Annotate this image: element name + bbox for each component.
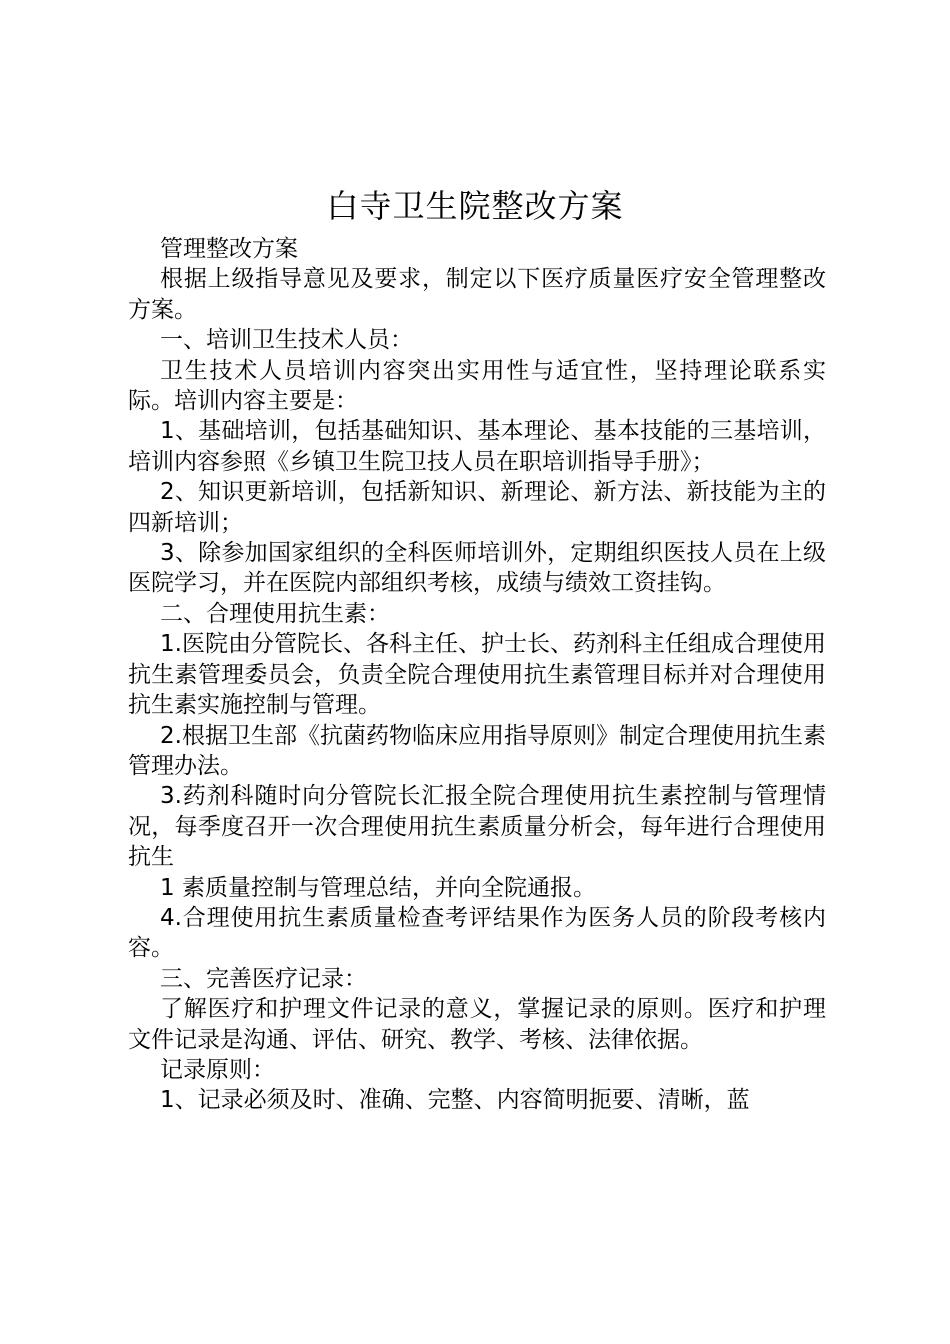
training-overview-paragraph: 卫生技术人员培训内容突出实用性与适宜性，坚持理论联系实际。培训内容主要是： (128, 357, 826, 415)
antibiotics-item-1: 1.医院由分管院长、各科主任、护士长、药剂科主任组成合理使用抗生素管理委员会，负责全院合理使用抗生素管理目标并对合理使用抗生素实施控制与管理。 (128, 631, 826, 719)
training-item-1: 1、基础培训，包括基础知识、基本理论、基本技能的三基培训，培训内容参照《乡镇卫生院卫技人员在职培训指导手册》； (128, 418, 826, 475)
antibiotics-item-4: 4.合理使用抗生素质量检查考评结果作为医务人员的阶段考核内容。 (128, 904, 826, 962)
training-item-3: 3、除参加国家组织的全科医师培训外，定期组织医技人员在上级医院学习，并在医院内部组织考核，成绩与绩效工资挂钩。 (128, 540, 826, 597)
training-item-2: 2、知识更新培训，包括新知识、新理论、新方法、新技能为主的四新培训； (128, 479, 826, 536)
intro-paragraph: 根据上级指导意见及要求，制定以下医疗质量医疗安全管理整改方案。 (128, 266, 826, 323)
records-overview-paragraph: 了解医疗和护理文件记录的意义，掌握记录的原则。医疗和护理文件记录是沟通、评估、研究、教学、考核、法律依据。 (128, 996, 826, 1053)
section-heading-training: 一、培训卫生技术人员： (160, 327, 413, 354)
antibiotics-item-3-continued: 1 素质量控制与管理总结，并向全院通报。 (160, 874, 596, 901)
antibiotics-item-2: 2.根据卫生部《抗菌药物临床应用指导原则》制定合理使用抗生素管理办法。 (128, 722, 826, 779)
section-heading-records: 三、完善医疗记录： (160, 965, 367, 992)
records-principles-heading: 记录原则： (160, 1056, 275, 1083)
section-heading-antibiotics: 二、合理使用抗生素： (160, 600, 390, 627)
document-body (128, 234, 826, 1116)
records-item-1: 1、记录必须及时、准确、完整、内容简明扼要、清晰，蓝 (160, 1087, 750, 1114)
antibiotics-item-3: 3.药剂科随时向分管院长汇报全院合理使用抗生素控制与管理情况，每季度召开一次合理使用抗生素质量分析会，每年进行合理使用抗生 (128, 783, 826, 871)
document-title: 白寺卫生院整改方案 (326, 187, 624, 225)
subtitle-paragraph: 管理整改方案 (160, 236, 298, 262)
